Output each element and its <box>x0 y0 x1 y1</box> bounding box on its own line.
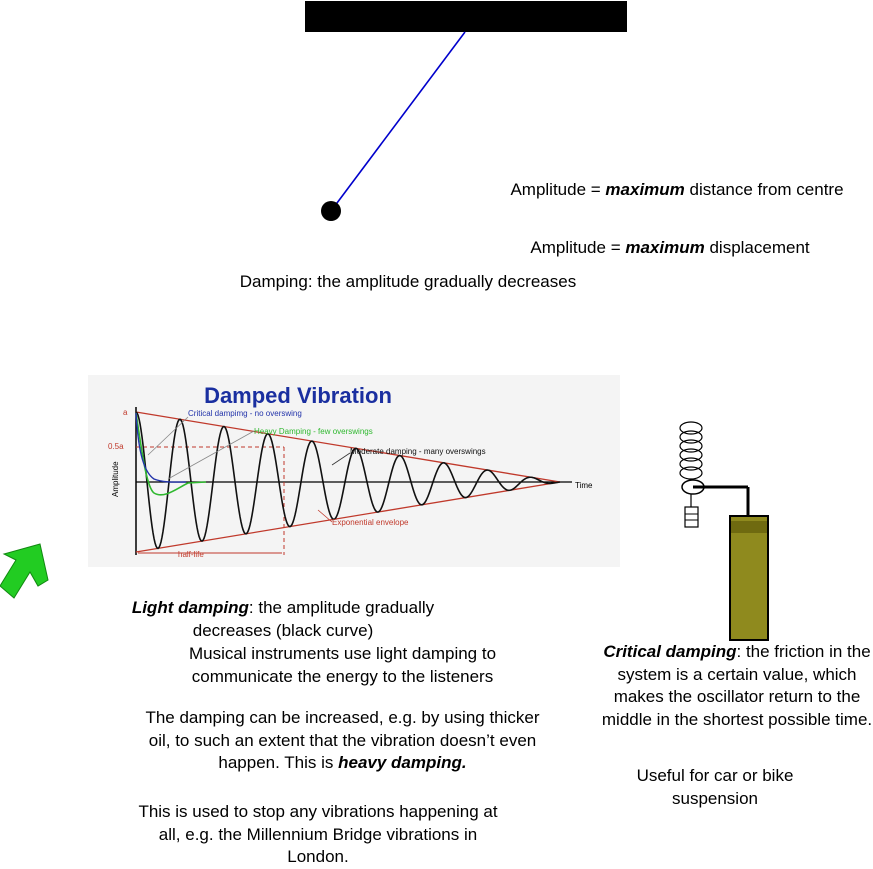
y-axis-label: Amplitude <box>111 461 120 497</box>
piston-head <box>731 521 767 533</box>
weight <box>685 507 698 527</box>
moderate-label: Moderate damping - many overswings <box>350 447 486 456</box>
musical-instruments-text: Musical instruments use light damping to communicate the energy to the listeners <box>188 644 497 686</box>
millennium-bridge-text: This is used to stop any vibrations happening at all, e.g. the Millennium Bridge vibrations in London. <box>138 802 498 866</box>
pendulum-string <box>331 32 465 211</box>
amplitude-definition-2: Amplitude = maximum displacement <box>530 238 810 257</box>
x-axis-label: Time <box>575 481 593 490</box>
heavy-damping-text: The damping can be increased, e.g. by using thicker oil, to such an extent that the vibration doesn’t even happen. This is heavy damping. <box>145 708 540 772</box>
pendulum-support-bar <box>305 1 627 32</box>
half-life-label: half-life <box>178 550 204 559</box>
amplitude-definition-1: Amplitude = maximum distance from centre <box>510 180 844 199</box>
tick-label-a: a <box>123 408 128 417</box>
arrow-icon <box>0 540 60 604</box>
oil-cylinder <box>730 516 768 640</box>
light-damping-text: Light damping: the amplitude gradually decreases (black curve) <box>131 598 435 640</box>
suspension-damper-illustration <box>660 415 790 645</box>
damping-intro: Damping: the amplitude gradually decreases <box>239 272 577 291</box>
critical-damping-text: Critical damping: the friction in the system is a certain value, which makes the oscillator return to the middle in the shortest possible time. <box>601 642 873 729</box>
suspension-use-text: Useful for car or bike suspension <box>636 766 794 808</box>
spring <box>680 422 702 479</box>
heavy-label: Heavy Damping - few overswings <box>254 427 373 436</box>
envelope-label: Exponential envelope <box>332 518 409 527</box>
pendulum-illustration <box>0 0 873 240</box>
graph-title: Damped Vibration <box>204 383 392 408</box>
pendulum-bob <box>321 201 341 221</box>
tick-label-half: 0.5a <box>108 442 124 451</box>
damped-vibration-graph <box>88 375 620 567</box>
critical-label: Critical dampimg - no overswing <box>188 409 302 418</box>
